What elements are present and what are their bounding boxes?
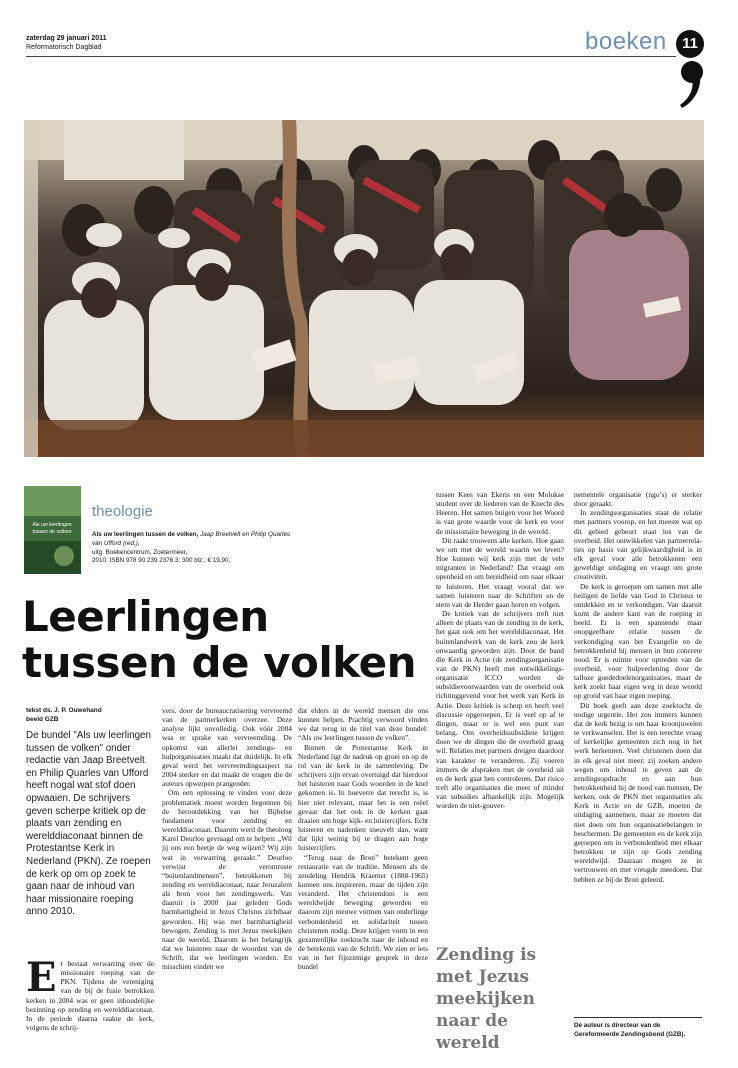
- article-lead: De bundel "Als uw leerlingen tussen de volken" onder redactie van Jaap Breetvelt en Philip Quarles van Ufford heeft nogal wat stof doen opwaaien. De schrijvers geven scherpe kritiek op de plaats van zending en werelddiaconaat binnen de Protestantse Kerk in Nederland (PKN). Ze roepen de kerk op om op zoek te gaan naar de inhoud van haar missionaire roeping anno 2010.: [26, 730, 151, 918]
- article-column-3: [298, 706, 428, 972]
- book-editors: Jaap Breetvelt en Philip Quarles van Ufford (red.),: [92, 531, 291, 547]
- paragraph: “Terug naar de Bron” betekent geen restauratie van de traditie. Mensen als de zendeling Hendrik Kraemer (1888-1965) kunnen ons inspireren, maar de tijden zijn veranderd. Het christendom is een wereldwijde beweging geworden en daarom zijn nieuwe vormen van onderlinge verbondenheid en solidariteit tussen christenen nodig. Deze krijgen vorm in een gezamenlijke zoektocht naar de inhoud en de betekenis van de Schrift. We zien er iets van in het fijnzinnige gesprek in deze bundel: [298, 852, 428, 972]
- article-column-2: [162, 706, 292, 972]
- article-byline: tekst ds. J. P. Ouwehand: [26, 707, 102, 714]
- masthead-rule: [26, 56, 676, 57]
- article-credits: [26, 706, 102, 724]
- paragraph: De kritiek van de schrijvers treft niet alleen de plaats van de zending in de kerk, het gaat ook om het werelddiaconaat. Het buitenlandwerk van de kerk zou de kerk onwaardig geworden zijn. Door de band die Kerk in Actie (de zendingsorganisatie van de PKN) heeft met ontwikkelingsorganisatie ICCO worden de subsidievoorwaarden van de overheid ook richtinggevend voor het werk van Kerk in Actie. Deze kritiek is scherp en heeft veel discussie opgeroepen. Er is veel op af te dingen, maar er is wel een punt van belang. Om overheidssubsidiete krijgen doen we de dingen die de overheid graag wil. Relaties met partners dreigen daardoor van karakter te veranderen. Zij voeren immers de afspraken met de overheid uit en de kerk gaat hen controleren. Dat risico treft alle organisaties die meer of minder van subsidies afhankelijk zijn. Mogelijk worden de niet-gouver-: [436, 609, 564, 811]
- drop-cap: E: [26, 954, 57, 1001]
- book-genre: theologie: [92, 503, 153, 520]
- paragraph: nementele organisatie (ngo’s) er sterker door geraakt.: [574, 490, 702, 509]
- svg-text:tussen de volken: tussen de volken: [32, 529, 72, 535]
- paragraph: tussen Kees van Ekeris en een Molukse student over de liederen van de Knecht des Heeren. Het samen buigen voor het Woord is van grote waarde voor de kerk en voor de missionaire beweging in de wereld.: [436, 490, 564, 536]
- book-title: Als uw leerlingen tussen de volken,: [92, 531, 199, 538]
- paragraph: Dit boek geeft aan deze zoektocht de nodige urgentie. Het zou immers kunnen dat de kerk bezig is om haar kroonjuwelen te verkwanselen. Het is een terechte vraag of kerkelijke gemeenten zich nog in het werk herkennen. Veel christenen doen dat in elk geval niet meer; zij zoeken andere wegen om inhoud te geven aan de zendingsopdracht en aan hun betrokkenheid bij de nood van mensen. De kerken, ook de PKN met organisaties als Kerk in Actie en de GZB, moeten de uitdaging aannemen, maar ze moeten dat niet doen om hun organisatiebelangen te beschermen. De gemeenten en de kerk zijn geroepen om in verbondenheid met elkaar betrokken te zijn op Gods zending wereldwijd. Daaraan mogen ze in vertrouwen en met vreugde meedoen. Dat hebben ze bij de Bron geleerd.: [574, 700, 702, 884]
- issue-date: zaterdag 29 januari 2011: [26, 35, 107, 42]
- paragraph: De kerk is geroepen om samen met alle heiligen de liefde van God in Christus te ontdekken en te verkondigen. Van daaruit komt de andere kant van de roeping in beeld. Er is een spannende maar onopgeefbare relatie tussen de verkondiging van het Evangelie en de betrokkenheid bij mensen in hun concrete nood. Er is ruimte voor optreden van de overheid, voor hulpverlening door de talloze goededoelenorganisaties, maar de kerk zoekt haar eigen weg in deze wereld op grond van haar eigen roeping.: [574, 581, 702, 701]
- book-cover-icon: [24, 486, 81, 574]
- author-note: De auteur is directeur van de Gereformeerde Zendingsbond (GZB).: [574, 1022, 686, 1038]
- book-cover-title: Als uw leerlingen: [32, 522, 72, 528]
- book-publisher: uitg. Boekencentrum, Zoetermeer,: [92, 548, 188, 556]
- book-info: [92, 531, 292, 566]
- paragraph: dat elders in de wereld mensen die ons kunnen helpen. Prachtig verwoord vinden we dat terug in de titel van deze bundel: “Als uw leerlingen tussen de volken”.: [298, 706, 428, 743]
- paragraph: In zendingsorganisaties staat de relatie met partners voorop, en het meeste wat op dit gebied gebeurt staat los van de overheid. Het ontwikkelen van partnerrelaties op basis van gelijkwaardigheid is in elk geval voor alle betrokkenen een geweldige uitdaging en vraagt om grote creativiteit.: [574, 508, 702, 582]
- article-column-4: [436, 490, 564, 810]
- photo-credit: beeld GZB: [26, 716, 59, 723]
- comma-logo-icon: [678, 60, 704, 110]
- article-column-5: [574, 490, 702, 884]
- paragraph: Binnen de Protestantse Kerk in Nederland ligt de nadruk op groei en op de rol van de kerk in de samenleving. De schrijvers zijn ervan overtuigd dat hierdoor het luisteren naar Gods woorden in de knel gekomen is. In hoeverre dat terecht is, is hier niet relevant, maar het is een reëel gevaar dat het ook in de kerken gaat draaien om hoge kijk- en luistercijfers. Echt luisteren en nadenken sneuvelt dan, want dat lijkt weinig bij te dragen aan hoge luistercijfers.: [298, 742, 428, 853]
- paragraph: r bestaat verwarring over de missionaire roeping van de PKN. Tijdens de vereniging van de bij de fusie betrokken kerken in 2004 was er geen inhoudelijke bezinning op zending en werelddiaconaat. In de periode daarna raakte de kerk, volgens de schrij-: [26, 959, 154, 1033]
- newspaper-name: Reformatorisch Dagblad: [26, 44, 102, 51]
- page-number: 11: [676, 30, 704, 58]
- article-headline: Leerlingen tussen de volken: [22, 592, 416, 687]
- author-divider: [574, 1017, 702, 1018]
- photo-congregation-icon: [24, 120, 704, 457]
- article-column-1: [26, 954, 154, 1033]
- paragraph: vers, door de bureaucratisering vervreemd van de partnerkerken overzee. Deze analyse lijkt onvolledig. Ook vóór 2004 was er sprake van vervreemding. De opkomst van allerlei zendings- en hulporganisaties maakt dat duidelijk. In elk geval werd het vervreemdingsaspect na 2004 sterker en dat maakt de vragen die de auteurs opwerpen prangender.: [162, 706, 292, 789]
- section-title: boeken: [585, 28, 667, 55]
- pull-quote: Zending is met Jezus meekijken naar de wereld: [436, 945, 537, 1053]
- book-details: 2010; ISBN 978 90 239 2376 3; 300 blz.; € 19,90.: [92, 557, 231, 565]
- masthead-left: [26, 34, 107, 52]
- paragraph: Dit raakt trouwens alle kerken. Hoe gaan we om met de wereld waarin we leven? Hoe kunnen wij kerk zijn met de vele migranten in Nederland? Dat vraagt om openheid en om bereidheid om naar elkaar te luisteren. Het vraagt vooral dat we samen luisteren naar de Schriften en de stem van de Herder gaan horen en volgen.: [436, 535, 564, 609]
- paragraph: Om een oplossing te vinden voor deze problematiek moest worden begonnen bij de herontdekking van het Bijbelse fundament voor zending en werelddiaconaat. Daarom werd de theoloog Karel Deurloo gevraagd om te helpen: „Wil jij ons een beetje de weg wijzen? Wij zijn wat in verwarring geraakt.” Deurloo verwijst de verontruste “buitenlandmensen”, betrokkenen bij zending en wereldiaconaat, naar Jeruzalem als bron voor het zendingswerk. Van daaruit is 2000 jaar geleden Gods barmhartigheid in Jezus Christus zichtbaar geworden. Hij was met barmhartigheid bewogen. Zending is met Jezus meekijken naar de wereld. Daarom is het belangrijk dat we luisteren naar de woorden van de Schrift, dat we leerlingen worden. En misschien vinden we: [162, 788, 292, 972]
